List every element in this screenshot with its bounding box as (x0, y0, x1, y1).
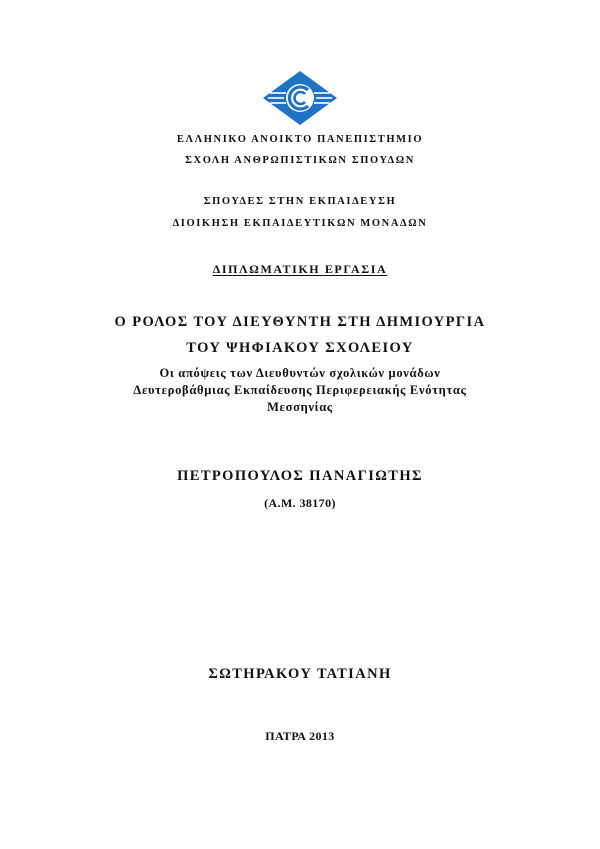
university-name: ΕΛΛΗΝΙΚΟ ΑΝΟΙΚΤΟ ΠΑΝΕΠΙΣΤΗΜΙΟ (176, 134, 424, 145)
supervisor-name: ΣΩΤΗΡΑΚΟΥ ΤΑΤΙΑΝΗ (208, 666, 392, 682)
place-year: ΠΑΤΡΑ 2013 (265, 729, 335, 743)
thesis-title-line-2: ΤΟΥ ΨΗΦΙΑΚΟΥ ΣΧΟΛΕΙΟΥ (186, 340, 414, 356)
direction-name: ΔΙΟΙΚΗΣΗ ΕΚΠΑΙΔΕΥΤΙΚΩΝ ΜΟΝΑΔΩΝ (172, 218, 428, 229)
subtitle-line-3: Μεσσηνίας (267, 400, 333, 414)
author-registration: (Α.Μ. 38170) (264, 496, 336, 510)
program-name: ΣΠΟΥΔΕΣ ΣΤΗΝ ΕΚΠΑΙΔΕΥΣΗ (203, 196, 397, 207)
university-logo-icon (262, 70, 338, 126)
author-name: ΠΕΤΡΟΠΟΥΛΟΣ ΠΑΝΑΓΙΩΤΗΣ (177, 468, 423, 484)
subtitle-line-1: Οι απόψεις των Διευθυντών σχολικών μονάδων (159, 366, 441, 380)
thesis-title-line-1: Ο ΡΟΛΟΣ ΤΟΥ ΔΙΕΥΘΥΝΤΗ ΣΤΗ ΔΗΜΙΟΥΡΓΙΑ (114, 314, 486, 330)
school-name: ΣΧΟΛΗ ΑΝΘΡΩΠΙΣΤΙΚΩΝ ΣΠΟΥΔΩΝ (185, 155, 415, 166)
document-type: ΔΙΠΛΩΜΑΤΙΚΗ ΕΡΓΑΣΙΑ (212, 262, 388, 276)
subtitle-line-2: Δευτεροβάθμιας Εκπαίδευσης Περιφερειακής Ενότητας (133, 383, 467, 397)
